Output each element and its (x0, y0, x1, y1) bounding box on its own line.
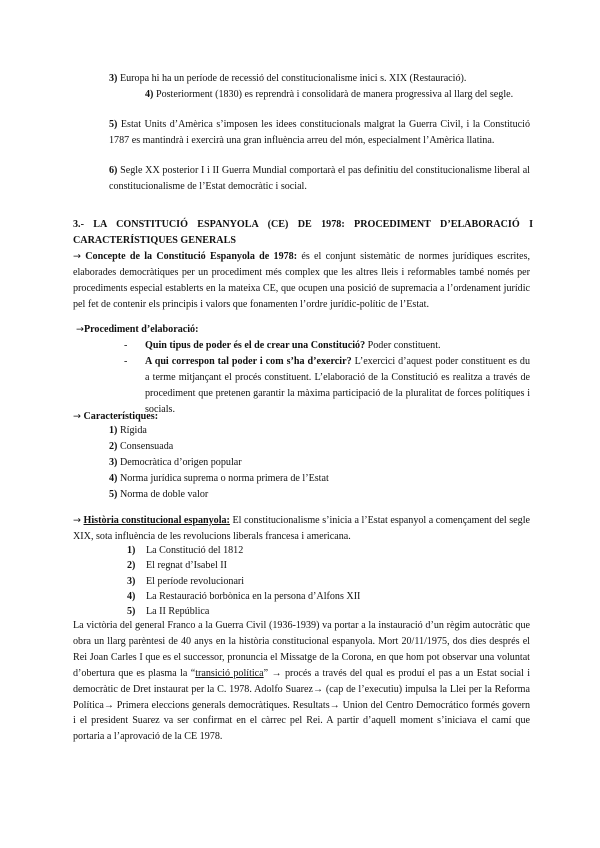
list-item (127, 558, 527, 573)
item-text: Estat Units d’Amèrica s’imposen les idees constitucionals malgrat la Guerra Civil, i la Constitució 1787 es mantindrà i exercirà una gran influència arreu del món, especialment l’Amèrica llatina. (109, 119, 530, 146)
arrow-icon: → (73, 411, 81, 422)
list-item (127, 574, 527, 589)
item-number: 5) (109, 489, 118, 500)
paragraph-text: La victòria del general Franco a la Guerra Civil (1936-1939) va portar a la instauració d’un règim autocràtic que obra un llarg parèntesi de 40 anys en la història constitucional espanyola. Mort 20/11/1975, dos dies després el Rei Joan Carles I que es el successor, pronuncia el Missatge de la Corona, en que hom pot observar una voluntat d’obertura que es plasma la “ (73, 620, 530, 679)
item-text: Norma de doble valor (119, 489, 209, 500)
dash-bullet: - (124, 340, 128, 351)
section-heading: 3.- LA CONSTITUCIÓ ESPANYOLA (CE) DE 1978: PROCEDIMENT D’ELABORACIÓ I CARACTERÍSTIQUES GENERALS (73, 219, 533, 246)
item-text: Democràtica d’origen popular (119, 457, 242, 468)
list-item (127, 543, 527, 558)
list-item (109, 471, 509, 487)
item-text: El període revolucionari (146, 575, 245, 587)
item-text: Posteriorment (1830) es reprendrà i consolidarà de manera progressiva al llarg del segle. (155, 89, 514, 100)
item-text: Consensuada (119, 441, 174, 452)
caracteristiques-label: Característiques: (83, 411, 159, 422)
item-number: 5) (109, 119, 118, 130)
item-number: 3) (127, 575, 136, 587)
list-item-4 (145, 87, 530, 103)
list-item (109, 455, 509, 471)
list-item-6 (109, 163, 530, 195)
item-text: La Constitució del 1812 (146, 545, 244, 556)
list-item-3 (109, 71, 529, 87)
item-number: 2) (109, 441, 118, 452)
question-answer: L’exercici d’aquest poder constituent es du a terme mitjançant el procés constituent. L’elaboració de la Constitució es realitza a través de procediment que pretenen garantir la màxima participació de la pluralitat de forces polítiques i socials. (145, 356, 530, 415)
list-item (109, 423, 509, 439)
item-number: 1) (127, 545, 136, 556)
item-text: Norma jurídica suprema o norma primera de l’Estat (119, 473, 329, 484)
item-text: Europa hi ha un període de recessió del constitucionalisme inici s. XIX (Restauració). (119, 73, 467, 84)
procediment-heading (76, 322, 376, 338)
procediment-label: Procediment d’elaboració: (83, 324, 199, 335)
arrow-icon: → (76, 324, 84, 335)
item-number: 3) (109, 457, 118, 468)
question-label: Quin tipus de poder és el de crear una Constitució? (145, 340, 366, 351)
item-text: Segle XX posterior I i II Guerra Mundial comportarà el pas definitiu del constitucionalisme liberal al constitucionalisme de l’Estat democràtic i social. (109, 165, 530, 192)
caracteristiques-list (109, 423, 509, 503)
arrow-icon: → (73, 251, 81, 262)
franco-paragraph (73, 618, 530, 745)
item-number: 4) (127, 590, 136, 602)
arrow-icon: → (73, 515, 81, 526)
item-number: 6) (109, 165, 118, 176)
list-item-5 (109, 117, 530, 149)
dash-bullet: - (124, 356, 128, 367)
historia-list (127, 543, 527, 619)
item-text: Rígida (119, 425, 147, 436)
item-number: 4) (145, 89, 154, 100)
item-number: 4) (109, 473, 118, 484)
list-item (109, 439, 509, 455)
concept-text: és el conjunt sistemàtic de normes jurídiques escrites, elaborades democràtiques per un procediment més complex que les altres lleis i reformables també només per procediments especial establerts en la mateixa CE, que ocupen una posició de supremacia a l’ordenament jurídic pel fet de contenir els principis i valors que fonamenten l’ordre jurídic-polític de l’Estat. (73, 251, 530, 310)
question-answer: Poder constituent. (365, 340, 441, 351)
question-item-1 (124, 338, 530, 354)
transicio-politica-link: transició política (195, 667, 264, 679)
historia-text: El constitucionalisme s’inicia a l’Estat espanyol a començament del segle XIX, sota influència de les revolucions liberals francesa i americana. (73, 515, 530, 542)
concept-paragraph (73, 249, 530, 313)
concept-label: Concepte de la Constitució Espanyola de 1978: (85, 251, 298, 262)
item-number: 1) (109, 425, 118, 436)
list-item (127, 589, 527, 604)
question-item-2 (124, 354, 530, 418)
item-number: 5) (127, 606, 136, 618)
list-item (109, 487, 509, 503)
item-number: 3) (109, 73, 118, 84)
paragraph-text: ” → procés a través del qual es produí el pas a un Estat social i democràtic de Dret instaurat per la C. 1978. Adolfo Suarez→ (cap de l’executiu) impulsa la Llei per la Reforma Política→ Primera eleccions generals democràtiques. Resultats→ Union del Centro Democrático formés govern i el president Suarez va ser confirmat en el càrrec pel Rei. A partir d’aquell moment s’iniciava el camí que portaria a l’aprovació de la CE 1978. (73, 667, 530, 743)
item-text: La II República (146, 606, 210, 618)
historia-label: Història constitucional espanyola: (83, 515, 230, 526)
item-number: 2) (127, 560, 136, 572)
item-text: La Restauració borbònica en la persona d’Alfons XII (146, 590, 361, 602)
item-text: El regnat d’Isabel II (146, 560, 227, 572)
question-label: A qui correspon tal poder i com s’ha d’exercir? (145, 356, 352, 367)
historia-paragraph (73, 513, 530, 545)
